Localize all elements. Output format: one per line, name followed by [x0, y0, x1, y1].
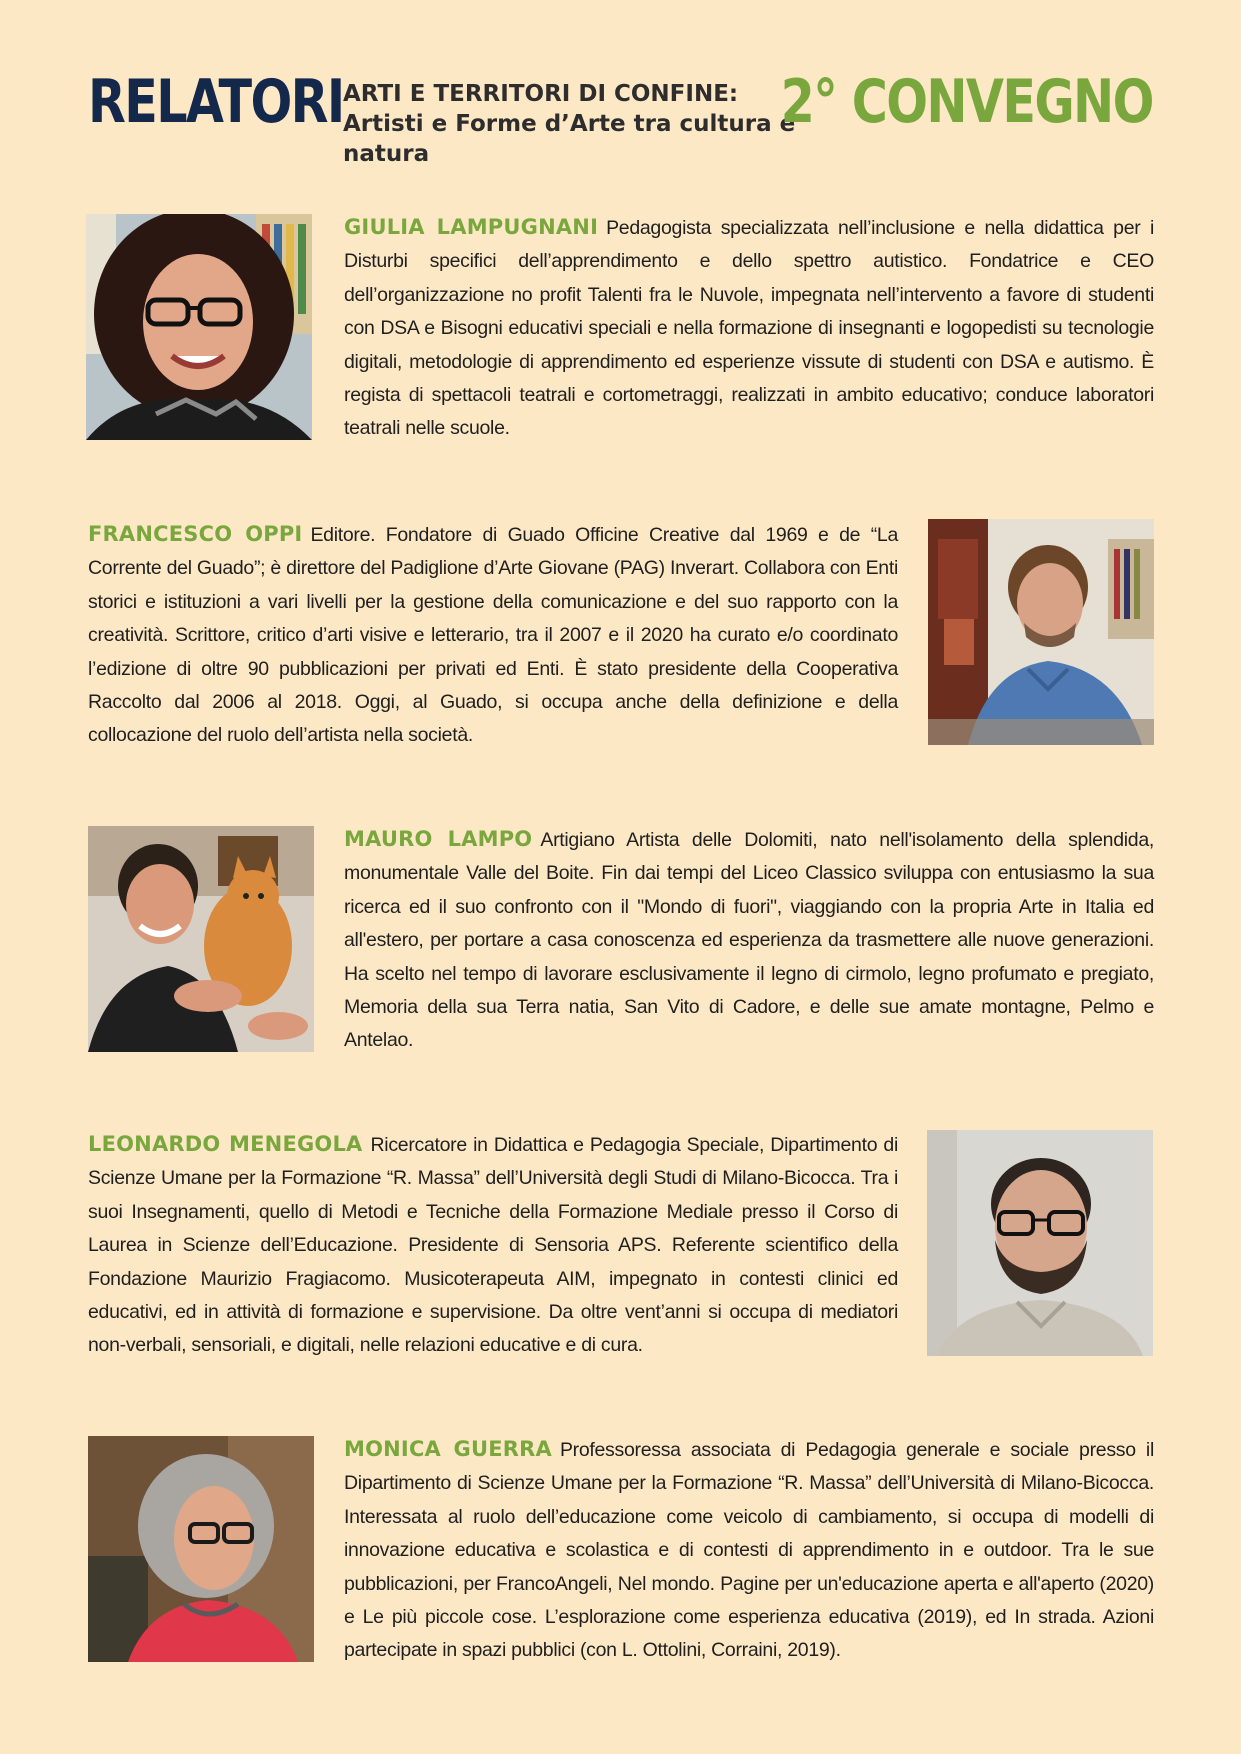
speaker-bio-text: Professoressa associata di Pedagogia generale e sociale presso il Dipartimento di Scienze Umane per la Formazione “R. Massa” dell’Università di Milano-Bicocca. Interessata al ruolo dell’educazione come veicolo di cambiamento, si occupa di modelli di innovazione educativa e scolastica e di contesti di apprendimento in e outdoor. Tra le sue pubblicazioni, per FrancoAngeli, Nel mondo. Pagine per un'educazione aperta e all'aperto (2020) e Le più piccole cose. L’esplorazione come esperienza educativa (2019), ed In strada. Azioni partecipate in spazi pubblici (con L. Ottolini, Corraini, 2019).: [344, 1439, 1154, 1662]
speaker-name: FRANCESCO OPPI: [88, 522, 303, 546]
speaker-photo-oppi: [928, 519, 1154, 745]
speaker-bio-text: Pedagogista specializzata nell’inclusione e nella didattica per i Disturbi specifici dell’apprendimento e dello spettro autistico. Fondatrice e CEO dell’organizzazione no profit Talenti fra le Nuvole, impegnata nell’intervento a favore di studenti con DSA e Bisogni educativi speciali e nella formazione di insegnanti e logopedisti su tecnologie digitali, metodologie di apprendimento ed esperienze vissute di studenti con DSA e autismo. È regista di spettacoli teatrali e cortometraggi, realizzati in ambito educativo; conduce laboratori teatrali nelle scuole.: [344, 217, 1154, 440]
speaker-bio-text: Ricercatore in Didattica e Pedagogia Speciale, Dipartimento di Scienze Umane per la Formazione “R. Massa” dell’Università degli Studi di Milano-Bicocca. Tra i suoi Insegnamenti, quello di Metodi e Tecniche della Formazione Mediale presso il Corso di Laurea in Scienze dell’Educazione. Presidente di Sensoria APS. Referente scientifico della Fondazione Maurizio Fragiacomo. Musicoterapeuta AIM, impegnato in contesti clinici ed educativi, ed in attività di formazione e supervisione. Da oltre vent’anni si occupa di mediatori non-verbali, sensoriali, e digitali, nelle relazioni educative e di cura.: [88, 1134, 898, 1357]
speaker-bio-text: Artigiano Artista delle Dolomiti, nato nell'isolamento della splendida, monumentale Valle del Boite. Fin dai tempi del Liceo Classico sviluppa con entusiasmo la sua ricerca ed il suo confronto con il "Mondo di fuori", viaggiando con la propria Arte in Italia ed all'estero, per portare a casa conoscenza ed esperienza da trasmettere alle nuove generazioni. Ha scelto nel tempo di lavorare esclusivamente il legno di cirmolo, legno profumato e pregiato, Memoria della sua Terra natia, San Vito di Cadore, e delle sue amate montagne, Pelmo e Antelao.: [344, 829, 1154, 1052]
speaker-name: GIULIA LAMPUGNANI: [344, 215, 599, 239]
speaker-photo-menegola: [927, 1130, 1153, 1356]
speaker-bio-guerra: [344, 1433, 1154, 1668]
speaker-bio-lampugnani: [344, 211, 1154, 446]
speaker-name: MAURO LAMPO: [344, 827, 533, 851]
speaker-photo-lampugnani: [86, 214, 312, 440]
conference-subtitle: [343, 79, 823, 169]
subtitle-line-1: ARTI E TERRITORI DI CONFINE:: [343, 81, 739, 107]
speaker-bio-oppi: [88, 518, 898, 753]
speaker-bio-text: Editore. Fondatore di Guado Officine Creative dal 1969 e de “La Corrente del Guado”; è direttore del Padiglione d’Arte Giovane (PAG) Inverart. Collabora con Enti storici e istituzioni a vari livelli per la gestione della comunicazione e del suo rapporto con la creatività. Scrittore, critico d’arti visive e letterario, tra il 2007 e il 2020 ha curato e/o coordinato l’edizione di oltre 90 pubblicazioni per privati ed Enti. È stato presidente della Cooperativa Raccolto dal 2006 al 2018. Oggi, al Guado, si occupa anche della definizione e della collocazione del ruolo dell’artista nella società.: [88, 524, 898, 747]
speaker-bio-lampo: [344, 823, 1154, 1058]
edition-label: 2° CONVEGNO: [780, 67, 1153, 137]
speaker-name: LEONARDO MENEGOLA: [88, 1132, 363, 1156]
speaker-bio-menegola: [88, 1128, 898, 1363]
speaker-photo-guerra: [88, 1436, 314, 1662]
subtitle-line-2: Artisti e Forme d’Arte tra cultura e natura: [343, 111, 796, 167]
page-title: RELATORI: [88, 67, 344, 137]
speaker-photo-lampo: [88, 826, 314, 1052]
speaker-name: MONICA GUERRA: [344, 1437, 552, 1461]
